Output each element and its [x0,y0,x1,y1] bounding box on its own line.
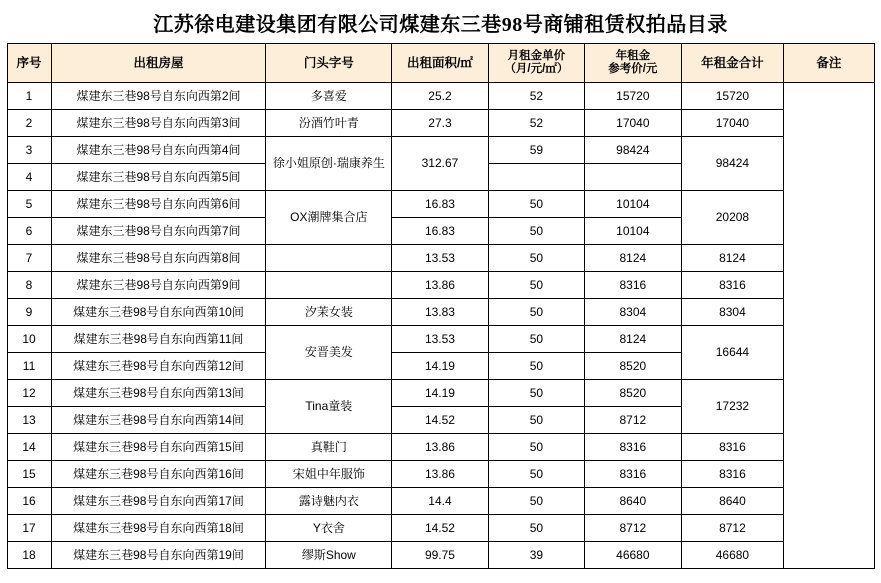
cell-ref: 46680 [585,542,681,569]
column-header-reference-price [585,44,681,83]
cell-total: 8304 [681,299,784,326]
cell-shop: Y衣舍 [266,515,392,542]
cell-index: 2 [7,110,51,137]
table-row [7,299,874,326]
column-header-address: 出租房屋 [51,44,266,83]
table-header-row [7,44,874,83]
cell-area: 14.52 [392,515,488,542]
cell-address: 煤建东三巷98号自东向西第6间 [51,191,266,218]
cell-shop: 徐小姐原创·瑞康养生 [266,137,392,191]
cell-index: 4 [7,164,51,191]
cell-total: 98424 [681,137,784,191]
cell-unit: 39 [488,542,584,569]
cell-address: 煤建东三巷98号自东向西第12间 [51,353,266,380]
table-row [7,488,874,515]
cell-area: 14.4 [392,488,488,515]
cell-total: 8316 [681,461,784,488]
cell-total: 8124 [681,245,784,272]
cell-index: 13 [7,407,51,434]
cell-shop: 汾酒竹叶青 [266,110,392,137]
cell-index: 12 [7,380,51,407]
cell-ref: 8640 [585,488,681,515]
unit-price-line2: （月/元/㎡） [504,63,569,75]
table-row [7,380,874,407]
cell-total: 46680 [681,542,784,569]
cell-address: 煤建东三巷98号自东向西第4间 [51,137,266,164]
cell-shop: 多喜爱 [266,83,392,110]
cell-unit: 50 [488,218,584,245]
cell-index: 7 [7,245,51,272]
cell-address: 煤建东三巷98号自东向西第16间 [51,461,266,488]
cell-area: 99.75 [392,542,488,569]
cell-ref: 10104 [585,218,681,245]
cell-address: 煤建东三巷98号自东向西第18间 [51,515,266,542]
ref-price-line1: 年租金 [615,50,651,62]
cell-shop [266,272,392,299]
cell-unit: 50 [488,299,584,326]
cell-total: 15720 [681,83,784,110]
cell-unit: 50 [488,272,584,299]
cell-index: 8 [7,272,51,299]
cell-shop [266,245,392,272]
cell-area: 14.52 [392,407,488,434]
cell-area: 16.83 [392,191,488,218]
cell-ref: 8520 [585,380,681,407]
cell-ref: 8316 [585,461,681,488]
cell-ref: 98424 [585,137,681,164]
cell-address: 煤建东三巷98号自东向西第15间 [51,434,266,461]
cell-unit [488,164,584,191]
cell-unit: 50 [488,461,584,488]
cell-index: 16 [7,488,51,515]
cell-ref: 8712 [585,407,681,434]
cell-unit: 59 [488,137,584,164]
cell-area: 312.67 [392,137,488,191]
table-row [7,515,874,542]
cell-area: 13.83 [392,299,488,326]
cell-area: 27.3 [392,110,488,137]
cell-shop: 真鞋门 [266,434,392,461]
cell-unit: 50 [488,353,584,380]
cell-ref: 8316 [585,272,681,299]
cell-area: 13.53 [392,245,488,272]
cell-total: 17040 [681,110,784,137]
cell-address: 煤建东三巷98号自东向西第5间 [51,164,266,191]
cell-area: 13.86 [392,272,488,299]
column-header-area: 出租面积/㎡ [392,44,488,83]
cell-area: 13.86 [392,461,488,488]
cell-area: 25.2 [392,83,488,110]
table-body [7,83,874,569]
cell-index: 18 [7,542,51,569]
cell-index: 1 [7,83,51,110]
cell-address: 煤建东三巷98号自东向西第14间 [51,407,266,434]
cell-address: 煤建东三巷98号自东向西第3间 [51,110,266,137]
cell-ref: 8316 [585,434,681,461]
table-row [7,191,874,218]
cell-unit: 50 [488,245,584,272]
cell-index: 6 [7,218,51,245]
cell-address: 煤建东三巷98号自东向西第19间 [51,542,266,569]
cell-address: 煤建东三巷98号自东向西第13间 [51,380,266,407]
cell-unit: 52 [488,110,584,137]
cell-area: 13.53 [392,326,488,353]
column-header-unit-price [488,44,584,83]
cell-unit: 50 [488,380,584,407]
table-row [7,461,874,488]
cell-ref: 8124 [585,245,681,272]
table-row [7,83,874,110]
cell-shop: 宋姐中年服饰 [266,461,392,488]
table-row [7,137,874,164]
cell-unit: 50 [488,434,584,461]
cell-ref: 8124 [585,326,681,353]
cell-total: 8712 [681,515,784,542]
cell-note [784,83,874,569]
cell-address: 煤建东三巷98号自东向西第11间 [51,326,266,353]
cell-ref: 8520 [585,353,681,380]
cell-area: 13.86 [392,434,488,461]
cell-address: 煤建东三巷98号自东向西第17间 [51,488,266,515]
cell-unit: 52 [488,83,584,110]
cell-address: 煤建东三巷98号自东向西第9间 [51,272,266,299]
cell-unit: 50 [488,488,584,515]
cell-index: 15 [7,461,51,488]
cell-unit: 50 [488,515,584,542]
cell-total: 8640 [681,488,784,515]
page-title: 江苏徐电建设集团有限公司煤建东三巷98号商铺租赁权拍品目录 [153,14,728,36]
cell-address: 煤建东三巷98号自东向西第7间 [51,218,266,245]
cell-index: 11 [7,353,51,380]
cell-address: 煤建东三巷98号自东向西第2间 [51,83,266,110]
cell-index: 10 [7,326,51,353]
cell-unit: 50 [488,191,584,218]
cell-ref: 8712 [585,515,681,542]
cell-shop: OX潮牌集合店 [266,191,392,245]
cell-total: 8316 [681,272,784,299]
ref-price-line2: 参考价/元 [608,63,658,75]
table-row [7,434,874,461]
cell-unit: 50 [488,326,584,353]
cell-area: 16.83 [392,218,488,245]
column-header-shop-name: 门头字号 [266,44,392,83]
cell-ref: 8304 [585,299,681,326]
column-header-year-total: 年租金合计 [681,44,784,83]
cell-unit: 50 [488,407,584,434]
cell-ref: 10104 [585,191,681,218]
cell-ref: 17040 [585,110,681,137]
cell-index: 5 [7,191,51,218]
table-row [7,272,874,299]
table-row [7,326,874,353]
auction-catalog-table [7,43,875,569]
cell-address: 煤建东三巷98号自东向西第10间 [51,299,266,326]
table-header [7,44,874,83]
cell-area: 14.19 [392,353,488,380]
cell-ref [585,164,681,191]
cell-total: 16644 [681,326,784,380]
cell-index: 3 [7,137,51,164]
cell-address: 煤建东三巷98号自东向西第8间 [51,245,266,272]
unit-price-line1: 月租金单价 [507,50,566,62]
cell-total: 8316 [681,434,784,461]
cell-shop: 安晋美发 [266,326,392,380]
cell-shop: 缪斯Show [266,542,392,569]
cell-ref: 15720 [585,83,681,110]
cell-total: 17232 [681,380,784,434]
cell-total: 20208 [681,191,784,245]
table-row [7,245,874,272]
table-row [7,110,874,137]
cell-shop: 汐茉女装 [266,299,392,326]
cell-area: 14.19 [392,380,488,407]
table-row [7,542,874,569]
cell-index: 14 [7,434,51,461]
cell-shop: Tina童装 [266,380,392,434]
cell-index: 17 [7,515,51,542]
cell-shop: 露诗魅内衣 [266,488,392,515]
column-header-note: 备注 [784,44,874,83]
cell-index: 9 [7,299,51,326]
column-header-index: 序号 [7,44,51,83]
